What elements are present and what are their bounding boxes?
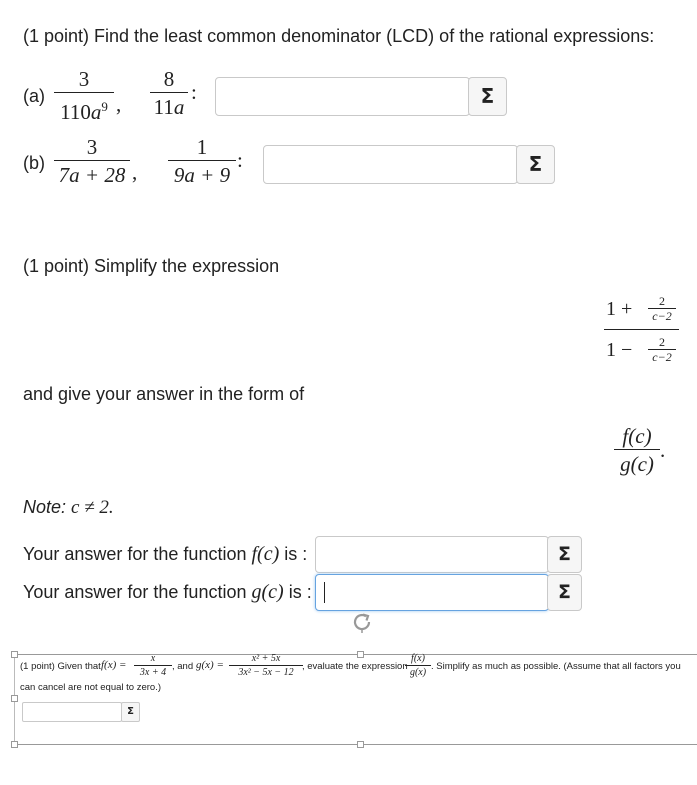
part-a-separator: ,: [116, 92, 122, 116]
problem3-answer-field[interactable]: [22, 702, 122, 722]
f-answer-prompt: Your answer for the function f(c) is :: [23, 543, 308, 565]
part-a-frac2-numerator: 8: [163, 67, 175, 91]
problem2-form-text: and give your answer in the form of: [23, 384, 305, 404]
part-b-fraction-2: [168, 134, 236, 189]
numerator-lead: 1 +: [606, 298, 633, 320]
part-b-answer-input[interactable]: [264, 146, 517, 183]
problem3-text3: , evaluate the expression: [302, 661, 408, 672]
compound-fraction: [604, 292, 679, 368]
problem3-f-fraction: x 3x + 4: [134, 653, 172, 679]
main-fraction-bar: [604, 329, 679, 330]
part-a-answer-input[interactable]: [216, 78, 469, 115]
resize-handle-bottom-center[interactable]: [357, 741, 364, 748]
denominator-lead: 1 −: [606, 339, 633, 361]
part-b-label: (b): [23, 153, 45, 173]
form-period: .: [660, 438, 666, 462]
answer-form-fraction: [614, 423, 660, 478]
problem3-expression-fraction: f(x) g(x): [405, 653, 431, 679]
part-b-answer-field[interactable]: [263, 145, 518, 184]
part-b-fraction-1: [54, 134, 130, 189]
selection-border-top: [14, 654, 697, 655]
f-answer-field[interactable]: [315, 536, 549, 573]
resize-handle-middle-left[interactable]: [11, 695, 18, 702]
part-a-fraction-1: [54, 66, 114, 126]
problem3-text5: can cancel are not equal to zero.): [20, 682, 162, 693]
part-b-frac1-numerator: 3: [86, 135, 98, 159]
part-b-colon: :: [237, 148, 243, 172]
note-label: Note:: [23, 497, 67, 517]
form-denominator: g(c): [620, 452, 654, 476]
problem3-text1: (1 point) Given that: [20, 661, 101, 672]
rotate-handle-icon[interactable]: [350, 610, 374, 634]
form-numerator: f(c): [622, 424, 652, 448]
resize-handle-top-center[interactable]: [357, 651, 364, 658]
problem1-intro: (1 point) Find the least common denominator (LCD) of the rational expressions:: [23, 26, 655, 46]
part-a-answer-field[interactable]: [215, 77, 470, 116]
part-a-equation-editor-button[interactable]: Σ: [468, 77, 507, 116]
problem3-g-fraction: x² + 5x 3x² − 5x − 12: [229, 653, 303, 679]
g-equation-editor-button[interactable]: Σ: [547, 574, 582, 611]
part-a-label: (a): [23, 86, 45, 106]
g-answer-input[interactable]: [316, 575, 548, 610]
g-answer-prompt: Your answer for the function g(c) is :: [23, 581, 312, 603]
f-equation-editor-button[interactable]: Σ: [547, 536, 582, 573]
part-a-frac1-numerator: 3: [78, 67, 90, 91]
text-caret: [324, 582, 325, 603]
note-math: c ≠ 2.: [71, 497, 114, 518]
part-a-frac2-denominator: 11a: [153, 95, 185, 119]
part-b-frac2-denominator: 9a + 9: [173, 163, 231, 187]
problem3-answer-input[interactable]: [23, 705, 121, 723]
part-b-frac2-numerator: 1: [196, 135, 208, 159]
part-b-separator: ,: [132, 160, 138, 184]
part-a-fraction-2: [150, 66, 188, 121]
resize-handle-top-left[interactable]: [11, 651, 18, 658]
part-a-frac1-denominator: $110a^9$: [60, 99, 108, 124]
g-answer-field[interactable]: [315, 574, 549, 611]
problem3-g-def: g(x) =: [196, 659, 224, 671]
denominator-inner-fraction: 2 c−2: [648, 335, 676, 365]
resize-handle-bottom-left[interactable]: [11, 741, 18, 748]
part-a-colon: :: [191, 80, 197, 104]
problem3-f-def: f(x) =: [101, 659, 127, 671]
selection-border-bottom: [14, 744, 697, 745]
problem2-intro: (1 point) Simplify the expression: [23, 256, 280, 276]
part-b-frac1-denominator: 7a + 28: [58, 163, 126, 187]
f-answer-input[interactable]: [316, 537, 548, 572]
problem3-equation-editor-button[interactable]: Σ: [121, 702, 140, 722]
problem3-text4: . Simplify as much as possible. (Assume that all factors you: [431, 661, 681, 672]
problem3-text2: , and: [172, 661, 194, 672]
part-b-equation-editor-button[interactable]: Σ: [516, 145, 555, 184]
note: [23, 497, 114, 519]
numerator-inner-fraction: 2 c−2: [648, 294, 676, 324]
